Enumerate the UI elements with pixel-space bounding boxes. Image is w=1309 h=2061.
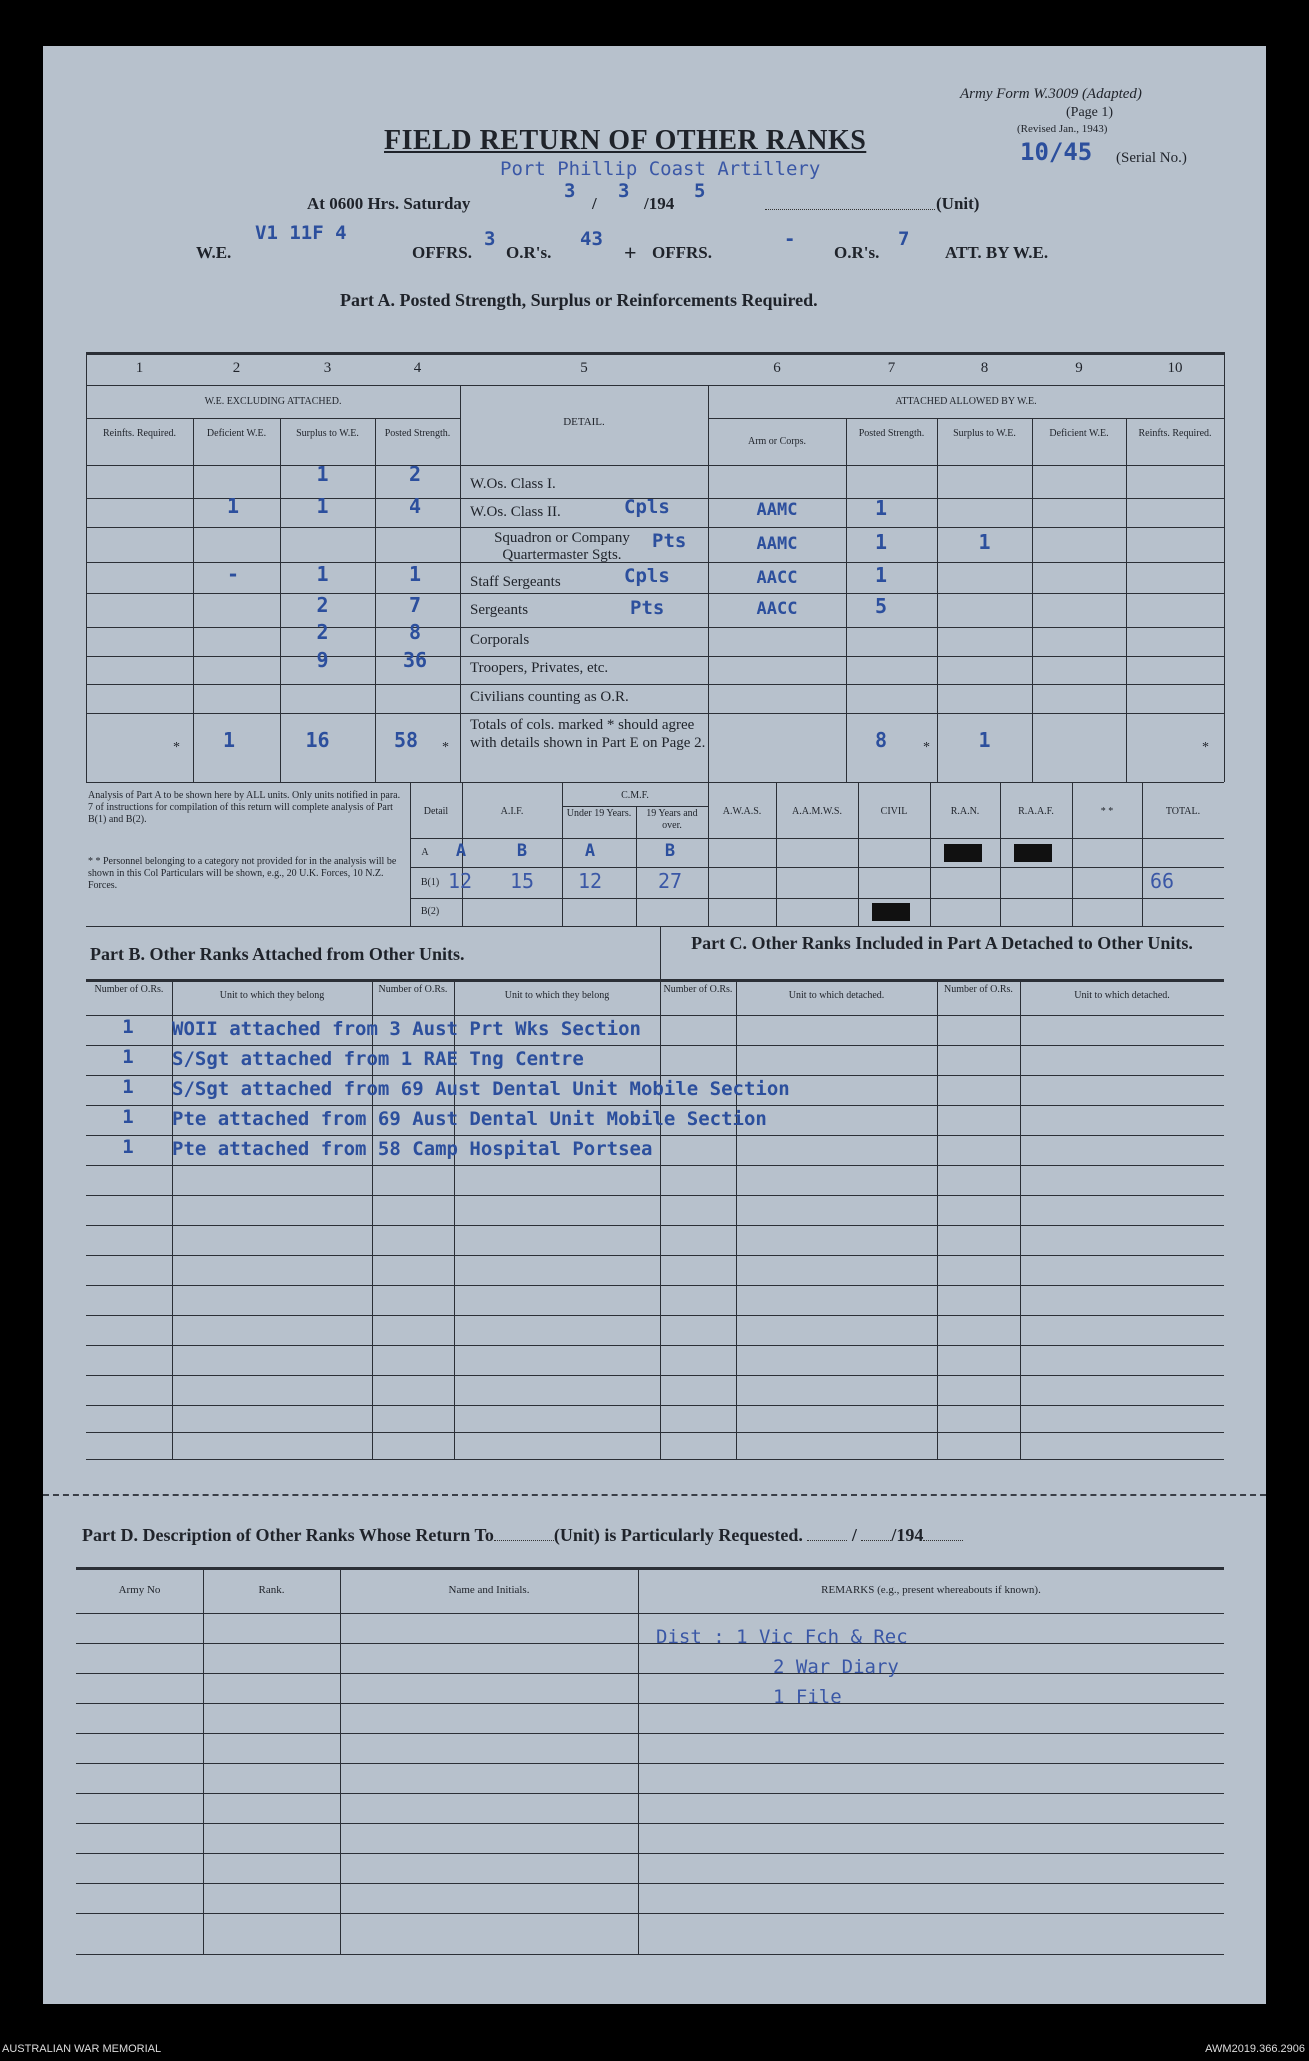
- detail-label: W.Os. Class II.: [470, 504, 561, 520]
- distribution-line: 1 File: [773, 1686, 842, 1708]
- analysis-col-head: R.A.A.F.: [1018, 806, 1054, 817]
- date-year: 5: [694, 180, 706, 202]
- time-line: At 0600 Hrs. Saturday: [307, 194, 471, 213]
- attached-posted: 1: [874, 530, 888, 554]
- attached-posted: 1: [874, 563, 888, 587]
- analysis-col-head: R.A.N.: [950, 806, 980, 817]
- analysis-total: 66: [1149, 869, 1175, 893]
- col-head: Posted Strength.: [384, 428, 451, 439]
- detail-header: DETAIL.: [563, 416, 605, 428]
- surplus-value: 1: [316, 462, 329, 486]
- detail-label: Staff Sergeants: [470, 574, 561, 590]
- part-b-unit-head: Unit to which they belong: [504, 990, 610, 1001]
- analysis-col-head: A.A.M.W.S.: [792, 806, 842, 817]
- distribution-line: 2 War Diary: [773, 1656, 899, 1678]
- surplus-value: 9: [316, 648, 329, 672]
- we-label: W.E.: [196, 243, 232, 262]
- footer-credit: AUSTRALIAN WAR MEMORIAL: [2, 2043, 162, 2055]
- footer-accession: AWM2019.366.2906: [1205, 2043, 1305, 2055]
- part-b-title: Part B. Other Ranks Attached from Other Units.: [90, 944, 465, 964]
- analysis-b1-value: 12: [577, 869, 603, 893]
- surplus-value: 1: [316, 562, 329, 586]
- col-head: Surplus to W.E.: [296, 428, 359, 439]
- form-number: Army Form W.3009 (Adapted): [960, 86, 1142, 102]
- analysis-a-value: B: [664, 841, 676, 861]
- deficient-value: 1: [226, 494, 240, 518]
- total-attached-surplus: 1: [978, 728, 991, 752]
- posted-value: 1: [408, 562, 422, 586]
- ors-value: 43: [580, 228, 603, 250]
- part-c-unit-head: Unit to which detached.: [1074, 990, 1170, 1001]
- posted-value: 8: [408, 620, 422, 644]
- col-number: 4: [413, 360, 422, 376]
- date-day: 3: [564, 180, 576, 202]
- col-number: 2: [232, 360, 241, 376]
- detail-label: Corporals: [470, 632, 530, 648]
- aif-head: A.I.F.: [500, 806, 524, 817]
- page-title: FIELD RETURN OF OTHER RANKS: [384, 125, 867, 156]
- totals-label: Totals of cols. marked * should agree with details shown in Part E on Page 2.: [470, 717, 706, 751]
- page-label: (Page 1): [1066, 105, 1114, 120]
- redaction-mark: [872, 903, 910, 921]
- analysis-col-head: TOTAL.: [1165, 806, 1201, 817]
- unit-name: Port Phillip Coast Artillery: [500, 158, 821, 180]
- attached-posted: 5: [874, 594, 888, 618]
- part-b-unit-head: Unit to which they belong: [219, 990, 325, 1001]
- redaction-mark: [944, 844, 982, 862]
- analysis-b1-value: 12: [447, 869, 473, 893]
- posted-value: 2: [408, 462, 422, 486]
- analysis-b1-value: 15: [509, 869, 535, 893]
- detail-label: Squadron or Company Quartermaster Sgts.: [494, 530, 630, 563]
- col-head: Reinfts. Required.: [102, 428, 177, 439]
- analysis-detail-head: Detail: [423, 806, 449, 817]
- rank-note: Cpls: [624, 565, 670, 587]
- part-b-num-head: Number of O.Rs.: [94, 984, 164, 995]
- revised-label: (Revised Jan., 1943): [1017, 123, 1108, 135]
- col-number: 6: [773, 360, 781, 376]
- surplus-value: 2: [316, 593, 329, 617]
- analysis-a-value: A: [584, 841, 596, 861]
- cmf-head: C.M.F.: [621, 790, 649, 801]
- star-mark: *: [923, 740, 930, 755]
- part-d-title: Part D. Description of Other Ranks Whose Return To (Unit) is Particularly Requested. / /194: [82, 1525, 963, 1546]
- star-mark: *: [442, 740, 449, 755]
- part-c-num-head: Number of O.Rs.: [944, 984, 1013, 995]
- part-d-head: Rank.: [258, 1584, 285, 1596]
- cmf-over-head: 19 Years and over.: [646, 808, 698, 831]
- part-b-count: 1: [122, 1046, 134, 1068]
- deficient-value: -: [226, 562, 240, 586]
- surplus-value: 2: [316, 620, 329, 644]
- we-value: V1 11F 4: [255, 222, 347, 244]
- posted-value: 4: [408, 494, 422, 518]
- att-label: ATT. BY W.E.: [945, 243, 1049, 262]
- ors-label: O.R's.: [506, 243, 552, 262]
- date-year-prefix: /194: [644, 194, 675, 213]
- analysis-note: * * Personnel belonging to a category not provided for in the analysis will be shown in this Col Particulars will be shown, e.g., 20 U.K. Forces, 10 N.Z. Forces.: [88, 856, 397, 891]
- col-number: 3: [323, 360, 332, 376]
- col-number: 7: [887, 360, 896, 376]
- unit-label: (Unit): [936, 194, 980, 213]
- serial-number: 10/45: [1020, 138, 1093, 166]
- star-mark: *: [173, 740, 180, 755]
- analysis-row-label: B(2): [420, 906, 440, 917]
- part-a-title: Part A. Posted Strength, Surplus or Reinforcements Required.: [340, 290, 818, 310]
- part-d-head: Army No: [118, 1584, 161, 1596]
- part-b-count: 1: [122, 1136, 134, 1158]
- part-b-entry: Pte attached from 58 Camp Hospital Portsea: [172, 1138, 653, 1160]
- part-d-title-c: /194: [891, 1525, 924, 1545]
- col-head: Deficient W.E.: [1049, 428, 1109, 439]
- detail-label: W.Os. Class I.: [470, 476, 556, 492]
- rank-note: Pts: [652, 530, 687, 552]
- serial-label: (Serial No.): [1116, 150, 1187, 166]
- col-head: Arm or Corps.: [747, 436, 807, 447]
- arm-corps: AACC: [756, 568, 798, 588]
- part-b-count: 1: [122, 1106, 134, 1128]
- part-c-title: Part C. Other Ranks Included in Part A Detached to Other Units.: [691, 933, 1193, 953]
- perforation-line: [43, 1494, 1266, 1496]
- analysis-col-head: * *: [1100, 806, 1114, 817]
- col-number: 9: [1075, 360, 1083, 376]
- col-number: 1: [135, 360, 144, 376]
- ors2-label: O.R's.: [834, 243, 880, 262]
- total-surplus: 16: [305, 728, 330, 752]
- analysis-b1-value: 27: [657, 869, 683, 893]
- posted-value: 36: [402, 648, 428, 672]
- col-head: Surplus to W.E.: [953, 428, 1016, 439]
- offrs2-label: OFFRS.: [652, 243, 712, 262]
- date-month: 3: [618, 180, 630, 202]
- part-d-head: Name and Initials.: [448, 1584, 530, 1596]
- surplus-value: 1: [316, 494, 329, 518]
- rank-note: Pts: [630, 597, 665, 619]
- analysis-a-value: A: [455, 841, 467, 861]
- detail-label: Civilians counting as O.R.: [470, 689, 629, 705]
- distribution-line: Dist : 1 Vic Fch & Rec: [656, 1626, 908, 1648]
- part-b-num-head: Number of O.Rs.: [378, 984, 448, 995]
- plus-sign: +: [624, 240, 637, 265]
- cmf-under-head: Under 19 Years.: [566, 808, 632, 819]
- detail-label: Troopers, Privates, etc.: [470, 660, 609, 676]
- part-b-entry: S/Sgt attached from 69 Aust Dental Unit Mobile Section: [172, 1078, 790, 1100]
- detail-label: Sergeants: [470, 602, 529, 618]
- analysis-row-label: B(1): [420, 877, 440, 888]
- part-c-unit-head: Unit to which detached.: [788, 990, 885, 1001]
- part-b-entry: S/Sgt attached from 1 RAE Tng Centre: [172, 1048, 584, 1070]
- total-posted: 58: [393, 728, 419, 752]
- part-b-entry: WOII attached from 3 Aust Prt Wks Section: [172, 1018, 641, 1040]
- attached-surplus: 1: [978, 530, 991, 554]
- col-number: 5: [580, 360, 588, 376]
- analysis-col-head: A.W.A.S.: [722, 806, 762, 817]
- col-head: Deficient W.E.: [206, 428, 267, 439]
- ors2-value: 7: [898, 228, 910, 250]
- analysis-row-label: A: [421, 847, 429, 858]
- star-mark: *: [1202, 740, 1209, 755]
- arm-corps: AAMC: [756, 534, 798, 554]
- col-head: Posted Strength.: [858, 428, 925, 439]
- part-d-title-b: (Unit) is Particularly Requested.: [553, 1525, 803, 1545]
- redaction-mark: [1014, 844, 1052, 862]
- col-number: 8: [980, 360, 989, 376]
- attached-posted: 1: [874, 496, 888, 520]
- posted-value: 7: [408, 593, 422, 617]
- group-header-right: ATTACHED ALLOWED BY W.E.: [895, 396, 1037, 407]
- part-d-head: REMARKS (e.g., present whereabouts if known).: [821, 1584, 1041, 1596]
- analysis-note: Analysis of Part A to be shown here by ALL units. Only units notified in para. 7 of instructions for compilation of this return will complete analysis of Part B(1) and B(2).: [88, 790, 401, 825]
- col-number: 10: [1167, 360, 1183, 376]
- analysis-a-value: B: [516, 841, 528, 861]
- offrs2-value: -: [784, 228, 796, 250]
- part-b-entry: Pte attached from 69 Aust Dental Unit Mobile Section: [172, 1108, 767, 1130]
- part-d-title-a: Part D. Description of Other Ranks Whose Return To: [82, 1525, 494, 1545]
- part-b-count: 1: [122, 1016, 134, 1038]
- total-attached-posted: 8: [874, 728, 888, 752]
- arm-corps: AACC: [756, 599, 798, 619]
- offrs-value: 3: [484, 228, 496, 250]
- part-c-num-head: Number of O.Rs.: [663, 984, 733, 995]
- part-b-count: 1: [122, 1076, 134, 1098]
- offrs-label: OFFRS.: [412, 243, 472, 262]
- arm-corps: AAMC: [756, 500, 798, 520]
- group-header-left: W.E. EXCLUDING ATTACHED.: [204, 396, 342, 407]
- total-deficient: 1: [222, 728, 236, 752]
- col-head: Reinfts. Required.: [1138, 428, 1212, 439]
- rank-note: Cpls: [624, 496, 670, 518]
- analysis-col-head: CIVIL: [880, 806, 908, 817]
